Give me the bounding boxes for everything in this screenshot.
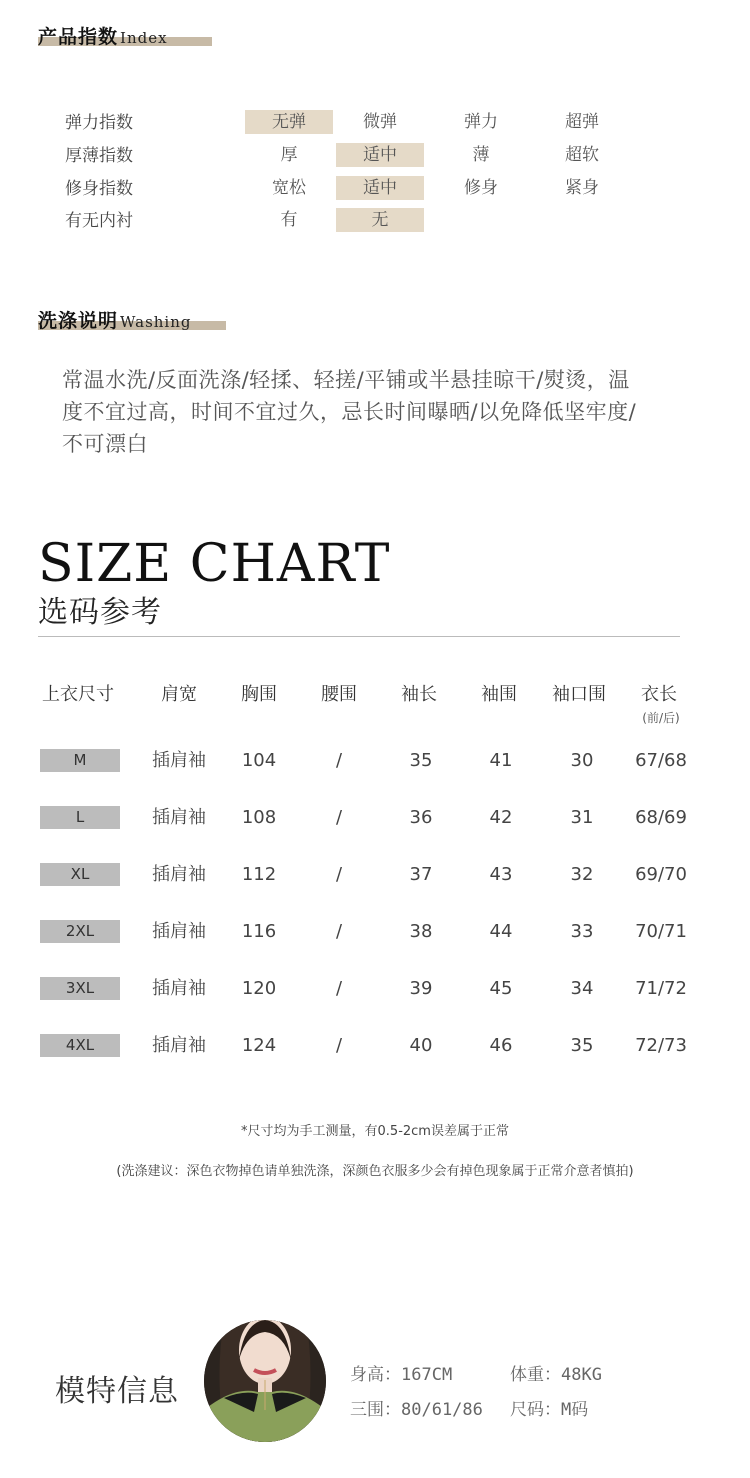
washing-heading: [38, 306, 192, 330]
sleeve-width-cell: 46: [489, 1035, 513, 1056]
index-option: 弹力: [464, 112, 498, 132]
cuff-cell: 32: [570, 864, 594, 885]
index-row: [0, 110, 750, 136]
model-avatar: [204, 1320, 326, 1442]
chest-cell: 112: [241, 864, 277, 885]
model-size: 尺码：M码: [510, 1400, 589, 1420]
sleeve-width-cell: 44: [489, 921, 513, 942]
index-row: [0, 208, 750, 234]
washing-line: 度不宜过高，时间不宜过久，忌长时间曝晒/以免降低坚牢度/: [62, 400, 637, 424]
length-cell: 67/68: [635, 750, 687, 771]
index-option: 微弹: [363, 112, 397, 132]
size-chart-title: SIZE CHART: [38, 534, 391, 594]
index-option: 超弹: [565, 112, 599, 132]
index-option: 有: [280, 210, 298, 230]
divider: [38, 636, 680, 637]
header-cuff: 袖口围: [552, 684, 606, 705]
waist-cell: /: [335, 750, 343, 771]
cuff-cell: 35: [570, 1035, 594, 1056]
index-option: 宽松: [272, 178, 306, 198]
sleeve-cell: 40: [409, 1035, 433, 1056]
table-row: [0, 977, 750, 1003]
header-chest: 胸围: [241, 684, 277, 705]
table-row: [0, 863, 750, 889]
sleeve-width-cell: 42: [489, 807, 513, 828]
sleeve-width-cell: 43: [489, 864, 513, 885]
table-row: [0, 806, 750, 832]
index-option-selected: 无: [336, 208, 424, 232]
size-label-chip: 4XL: [40, 1034, 120, 1057]
model-photo: [204, 1320, 326, 1442]
chest-cell: 104: [241, 750, 277, 771]
size-label-chip: M: [40, 749, 120, 772]
cuff-cell: 34: [570, 978, 594, 999]
index-option-selected: 无弹: [245, 110, 333, 134]
index-option: 超软: [565, 145, 599, 165]
index-title-cn: 产品指数: [38, 26, 119, 48]
waist-cell: /: [335, 864, 343, 885]
waist-cell: /: [335, 921, 343, 942]
header-sleeve-width: 袖围: [481, 684, 517, 705]
shoulder-cell: 插肩袖: [152, 750, 206, 771]
size-chart-subtitle: 选码参考: [38, 595, 162, 630]
sleeve-width-cell: 45: [489, 978, 513, 999]
sleeve-width-cell: 41: [489, 750, 513, 771]
shoulder-cell: 插肩袖: [152, 864, 206, 885]
index-row: [0, 176, 750, 202]
shoulder-cell: 插肩袖: [152, 807, 206, 828]
waist-cell: /: [335, 978, 343, 999]
sleeve-cell: 35: [409, 750, 433, 771]
washing-line: 不可漂白: [62, 432, 148, 456]
index-row-label: 修身指数: [65, 179, 133, 199]
cuff-cell: 33: [570, 921, 594, 942]
index-option: 紧身: [565, 178, 599, 198]
model-measurements: 三围：80/61/86: [350, 1400, 483, 1420]
header-sleeve: 袖长: [401, 684, 437, 705]
index-heading: [38, 22, 168, 46]
shoulder-cell: 插肩袖: [152, 1035, 206, 1056]
washing-title-cn: 洗涤说明: [38, 310, 119, 332]
size-label-chip: XL: [40, 863, 120, 886]
index-option-selected: 适中: [336, 143, 424, 167]
chest-cell: 124: [241, 1035, 277, 1056]
washing-instructions: [62, 364, 727, 460]
table-row: [0, 749, 750, 775]
index-option-selected: 适中: [336, 176, 424, 200]
length-cell: 68/69: [635, 807, 687, 828]
length-cell: 70/71: [635, 921, 687, 942]
shoulder-cell: 插肩袖: [152, 978, 206, 999]
index-option: 薄: [472, 145, 490, 165]
chest-cell: 120: [241, 978, 277, 999]
model-info-label: 模特信息: [55, 1374, 179, 1409]
index-option: 修身: [464, 178, 498, 198]
length-cell: 69/70: [635, 864, 687, 885]
table-row: [0, 1034, 750, 1060]
sleeve-cell: 36: [409, 807, 433, 828]
washing-advice-note: (洗涤建议：深色衣物掉色请单独洗涤，深颜色衣服多少会有掉色现象属于正常介意者慎拍): [116, 1164, 634, 1179]
cuff-cell: 30: [570, 750, 594, 771]
length-cell: 71/72: [635, 978, 687, 999]
sleeve-cell: 37: [409, 864, 433, 885]
index-row: [0, 143, 750, 169]
index-title-en: Index: [120, 29, 168, 47]
chest-cell: 116: [241, 921, 277, 942]
cuff-cell: 31: [570, 807, 594, 828]
index-row-label: 弹力指数: [65, 113, 133, 133]
header-length-note: (前/后): [642, 711, 680, 725]
waist-cell: /: [335, 1035, 343, 1056]
index-option: 厚: [280, 145, 298, 165]
header-size: 上衣尺寸: [42, 684, 114, 705]
index-row-label: 厚薄指数: [65, 146, 133, 166]
size-label-chip: 3XL: [40, 977, 120, 1000]
header-waist: 腰围: [321, 684, 357, 705]
index-row-label: 有无内衬: [65, 211, 133, 231]
sleeve-cell: 39: [409, 978, 433, 999]
size-label-chip: 2XL: [40, 920, 120, 943]
washing-title-en: Washing: [120, 313, 192, 331]
size-label-chip: L: [40, 806, 120, 829]
sleeve-cell: 38: [409, 921, 433, 942]
model-height: 身高：167CM: [350, 1365, 453, 1385]
header-length: 衣长: [641, 684, 677, 705]
chest-cell: 108: [241, 807, 277, 828]
measurement-note: *尺寸均为手工测量，有0.5-2cm误差属于正常: [241, 1124, 509, 1139]
table-row: [0, 920, 750, 946]
length-cell: 72/73: [635, 1035, 687, 1056]
washing-line: 常温水洗/反面洗涤/轻揉、轻搓/平铺或半悬挂晾干/熨烫，温: [62, 368, 630, 392]
model-weight: 体重：48KG: [510, 1365, 602, 1385]
waist-cell: /: [335, 807, 343, 828]
header-shoulder: 肩宽: [161, 684, 197, 705]
shoulder-cell: 插肩袖: [152, 921, 206, 942]
